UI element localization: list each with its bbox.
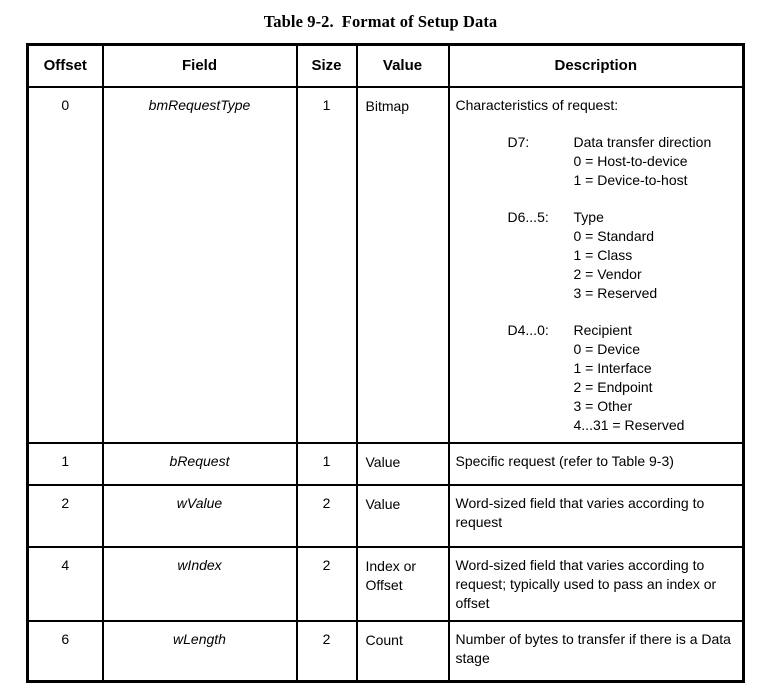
cell-size: 1 bbox=[297, 87, 357, 443]
cell-offset: 2 bbox=[28, 485, 103, 547]
cell-value: Index or Offset bbox=[357, 547, 449, 621]
cell-description: Word-sized field that varies according to request bbox=[449, 485, 744, 547]
cell-field: bRequest bbox=[103, 443, 297, 485]
bit-range-value: 3 = Other bbox=[573, 397, 633, 414]
bit-range-value: 0 = Standard bbox=[573, 227, 655, 244]
bit-range-name: Recipient bbox=[573, 321, 632, 338]
cell-field: bmRequestType bbox=[103, 87, 297, 443]
cell-size: 2 bbox=[297, 547, 357, 621]
cell-description: Number of bytes to transfer if there is a Data stage bbox=[449, 621, 744, 682]
cell-value: Count bbox=[357, 621, 449, 682]
table-row-wvalue bbox=[28, 485, 744, 547]
table-header-row bbox=[28, 45, 744, 87]
cell-offset: 6 bbox=[28, 621, 103, 682]
cell-value: Bitmap bbox=[357, 87, 449, 443]
table-caption-number: Table 9-2. bbox=[263, 12, 334, 31]
bit-range-value: 1 = Device-to-host bbox=[573, 171, 688, 188]
description-intro: Characteristics of request: bbox=[455, 96, 619, 113]
bit-group-d4-0 bbox=[508, 321, 739, 435]
column-header-description: Description bbox=[449, 45, 744, 87]
cell-field: wValue bbox=[103, 485, 297, 547]
column-header-value: Value bbox=[357, 45, 449, 87]
bit-range-value: 1 = Interface bbox=[573, 359, 652, 376]
bit-group-d6-5 bbox=[508, 208, 739, 303]
column-header-field: Field bbox=[103, 45, 297, 87]
cell-size: 2 bbox=[297, 485, 357, 547]
cell-value: Value bbox=[357, 485, 449, 547]
cell-size: 1 bbox=[297, 443, 357, 485]
table-caption bbox=[0, 0, 761, 32]
bit-range-detail bbox=[574, 321, 739, 435]
column-header-size: Size bbox=[297, 45, 357, 87]
bit-range-detail bbox=[574, 208, 739, 303]
table-row-wlength bbox=[28, 621, 744, 682]
cell-description: Specific request (refer to Table 9-3) bbox=[449, 443, 744, 485]
table-row-bmrequesttype bbox=[28, 87, 744, 443]
bit-range-value: 2 = Vendor bbox=[573, 265, 642, 282]
bit-range-name: Type bbox=[573, 208, 604, 225]
cell-offset: 4 bbox=[28, 547, 103, 621]
bit-range-name: Data transfer direction bbox=[573, 133, 712, 150]
bit-range-value: 0 = Device bbox=[573, 340, 641, 357]
setup-data-table bbox=[26, 43, 745, 683]
bit-range-label: D7: bbox=[507, 133, 530, 150]
cell-field: wIndex bbox=[103, 547, 297, 621]
cell-description bbox=[449, 87, 744, 443]
cell-offset: 1 bbox=[28, 443, 103, 485]
cell-offset: 0 bbox=[28, 87, 103, 443]
table-caption-title: Format of Setup Data bbox=[341, 12, 498, 31]
bit-range-value: 4...31 = Reserved bbox=[573, 416, 685, 433]
bit-range-value: 1 = Class bbox=[573, 246, 633, 263]
bit-range-label: D4...0: bbox=[507, 321, 549, 338]
bit-range-value: 0 = Host-to-device bbox=[573, 152, 688, 169]
cell-size: 2 bbox=[297, 621, 357, 682]
cell-description: Word-sized field that varies according to request; typically used to pass an index or offset bbox=[449, 547, 744, 621]
table-row-brequest bbox=[28, 443, 744, 485]
bit-group-d7 bbox=[508, 133, 739, 190]
cell-field: wLength bbox=[103, 621, 297, 682]
table-row-windex bbox=[28, 547, 744, 621]
bit-range-value: 2 = Endpoint bbox=[573, 378, 653, 395]
bit-range-label: D6...5: bbox=[507, 208, 549, 225]
bit-range-value: 3 = Reserved bbox=[573, 284, 658, 301]
column-header-offset: Offset bbox=[28, 45, 103, 87]
cell-value: Value bbox=[357, 443, 449, 485]
bit-range-detail bbox=[574, 133, 739, 190]
